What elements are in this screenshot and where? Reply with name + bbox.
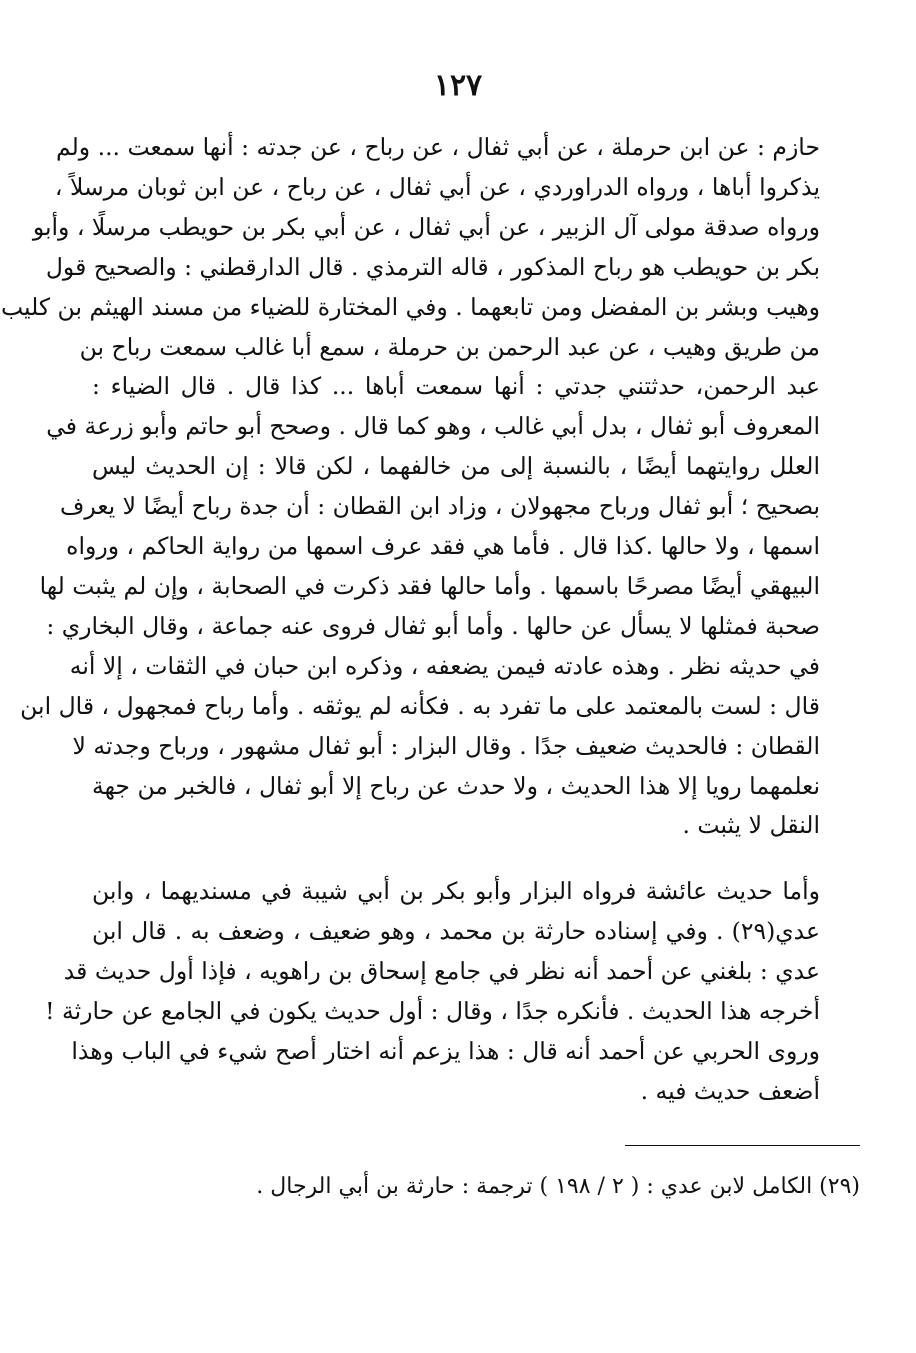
text-line: وهيب وبشر بن المفضل ومن تابعهما . وفي المختارة للضياء من مسند الهيثم بن كليب (0, 292, 820, 321)
paragraph (0, 128, 820, 846)
text-line: أخرجه هذا الحديث . فأنكره جدًا ، وقال : أول حديث يكون في الجامع عن حارثة ! (45, 997, 820, 1026)
text-line: العلل روايتهما أيضًا ، بالنسبة إلى من خالفهما ، لكن قالا : إن الحديث ليس (92, 452, 820, 481)
text-line: في حديثه نظر . وهذه عادته فيمن يضعفه ، وذكره ابن حبان في الثقات ، إلا أنه (69, 651, 820, 680)
text-line: اسمها ، ولا حالها .كذا قال . فأما هي فقد عرف اسمها من رواية الحاكم ، ورواه (66, 532, 820, 561)
page-number: ١٢٧ (433, 68, 483, 103)
text-line: ورواه صدقة مولى آل الزبير ، عن أبي ثفال ، عن أبي بكر بن حويطب مرسلًا ، وأبو (32, 212, 820, 241)
text-line: البيهقي أيضًا مصرحًا باسمها . وأما حالها فقد ذكرت في الصحابة ، وإن لم يثبت لها (39, 571, 820, 600)
text-line: نعلمهما رويا إلا هذا الحديث ، ولا حدث عن رباح إلا أبو ثفال ، فالخبر من جهة (92, 771, 820, 800)
text-line: أضعف حديث فيه . (640, 1076, 820, 1105)
text-line: يذكروا أباها ، ورواه الدراوردي ، عن أبي ثفال ، عن رباح ، عن ابن ثوبان مرسلاً ، (54, 172, 820, 201)
text-line: حازم : عن ابن حرملة ، عن أبي ثفال ، عن رباح ، عن جدته : أنها سمعت ... ولم (55, 133, 820, 161)
text-line: وأما حديث عائشة فرواه البزار وأبو بكر بن أبي شيبة في مسنديهما ، وابن (92, 877, 820, 906)
text-line: عدي : بلغني عن أحمد أنه نظر في جامع إسحاق بن راهويه ، فإذا أول حديث قد (63, 957, 820, 986)
text-line: قال : لست بالمعتمد على ما تفرد به . فكأنه لم يوثقه . وأما رباح فمجهول ، قال ابن (20, 691, 820, 720)
text-line: بصحيح ؛ أبو ثفال ورباح مجهولان ، وزاد ابن القطان : أن جدة رباح أيضًا لا يعرف (60, 492, 820, 521)
text-line: وروى الحربي عن أحمد أنه قال : هذا يزعم أنه اختار أصح شيء في الباب وهذا (71, 1036, 820, 1065)
text-line: عبد الرحمن، حدثتني جدتي : أنها سمعت أباها ... كذا قال . قال الضياء : (92, 372, 820, 401)
footnote-divider (625, 1145, 860, 1146)
text-line: القطان : فالحديث ضعيف جدًا . وقال البزار : أبو ثفال مشهور ، ورباح وجدته لا (72, 731, 820, 760)
text-line: بكر بن حويطب هو رباح المذكور ، قاله الترمذي . قال الدارقطني : والصحيح قول (45, 252, 820, 281)
text-line: النقل لا يثبت . (682, 811, 820, 840)
body-text (0, 128, 820, 1112)
text-line: المعروف أبو ثفال ، بدل أبي غالب ، وهو كما قال . وصحح أبو حاتم وأبو زرعة في (46, 412, 820, 441)
text-line: عدي(٢٩) . وفي إسناده حارثة بن محمد ، وهو ضعيف ، وضعف به . قال ابن (92, 917, 820, 946)
footnote: (٢٩) الكامل لابن عدي : ( ٢ / ١٩٨ ) ترجمة : حارثة بن أبي الرجال . (256, 1174, 860, 1199)
text-line: صحبة فمثلها لا يسأل عن حالها . وأما أبو ثفال فروى عنه جماعة ، وقال البخاري : (46, 611, 820, 640)
paragraph (45, 872, 820, 1111)
text-line: من طريق وهيب ، عن عبد الرحمن بن حرملة ، سمع أبا غالب سمعت رباح بن (79, 332, 820, 361)
